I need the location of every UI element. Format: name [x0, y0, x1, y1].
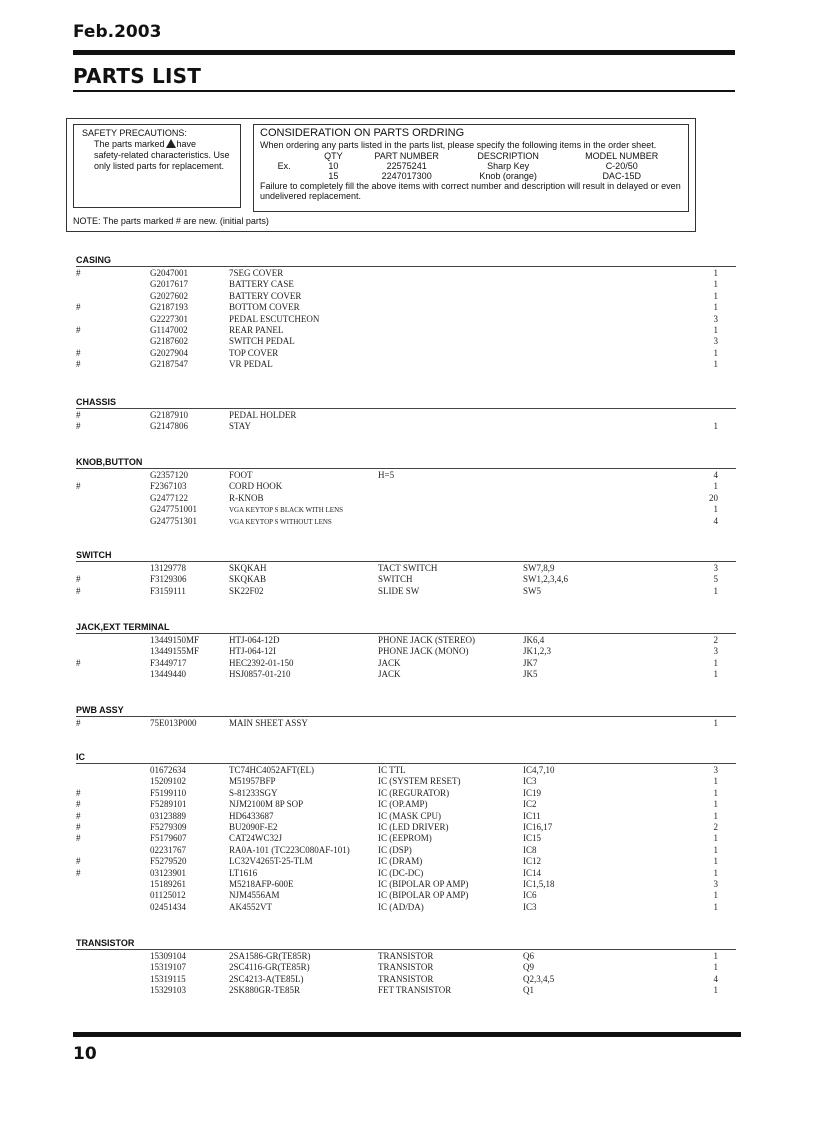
new-mark: #: [76, 856, 81, 867]
part-number: G2027904: [150, 347, 188, 358]
new-mark: #: [76, 347, 81, 358]
part-number: 02451434: [150, 901, 186, 912]
part-number: F5199110: [150, 787, 187, 798]
part-number: G2187193: [150, 302, 188, 313]
spec: IC (DSP): [378, 844, 412, 855]
description: 2SA1586-GR(TE85R): [229, 951, 311, 961]
part-number: 15209102: [150, 776, 186, 787]
reference: IC3: [523, 901, 537, 912]
reference: IC3: [523, 776, 537, 787]
reference: IC14: [523, 867, 541, 878]
parts-rows: [76, 951, 736, 997]
reference: IC15: [523, 833, 541, 844]
part-number: F5279309: [150, 821, 187, 832]
quantity: 1: [713, 279, 718, 290]
page-title: PARTS LIST: [73, 64, 202, 88]
part-number: F2367103: [150, 481, 187, 492]
page-number: 10: [73, 1044, 97, 1064]
reference: IC1,5,18: [523, 878, 555, 889]
reference: SW1,2,3,4,6: [523, 574, 568, 585]
quantity: 3: [713, 336, 718, 347]
section-title: IC: [76, 752, 85, 762]
part-number: 03123889: [150, 810, 186, 821]
quantity: 3: [713, 646, 718, 657]
section-title: CASING: [76, 255, 112, 265]
quantity: 1: [713, 985, 718, 996]
safety-precautions-box: [73, 124, 241, 208]
quantity: 2: [713, 821, 718, 832]
new-mark: #: [76, 302, 81, 313]
part-number: 13129778: [150, 563, 186, 573]
table-row: [76, 421, 736, 432]
description: CAT24WC32J: [229, 833, 283, 844]
part-number: 15319107: [150, 962, 186, 973]
new-mark: #: [76, 867, 81, 878]
quantity: 1: [713, 776, 718, 787]
description: SK22F02: [229, 585, 264, 596]
part-number: G2047001: [150, 268, 188, 278]
parts-rows: [76, 410, 736, 433]
section-pwb-assy: [76, 705, 736, 728]
parts-rows: [76, 718, 736, 729]
safety-text-line: only listed parts for replacement.: [94, 161, 225, 171]
description: SWITCH PEDAL: [229, 336, 295, 347]
quantity: 1: [713, 867, 718, 878]
description: HSJ0857-01-210: [229, 669, 291, 680]
section-transistor: [76, 938, 736, 996]
description: HD6433687: [229, 810, 274, 821]
quantity: 1: [713, 810, 718, 821]
new-parts-note: NOTE: The parts marked # are new. (initial parts): [73, 216, 269, 226]
quantity: 2: [713, 635, 718, 645]
quantity: 1: [713, 718, 718, 728]
part-number: 15189261: [150, 878, 186, 889]
part-number: 15309104: [150, 951, 186, 961]
quantity: 1: [713, 856, 718, 867]
part-number: G2147806: [150, 421, 188, 432]
part-number: 01672634: [150, 765, 186, 775]
new-mark: #: [76, 657, 81, 668]
part-number: G2017617: [150, 279, 188, 290]
quantity: 1: [713, 268, 718, 278]
description: S-81233SGY: [229, 787, 278, 798]
description: PEDAL HOLDER: [229, 410, 297, 420]
part-number: 75E013P000: [150, 718, 197, 728]
example-part-number: 2247017300: [381, 170, 432, 181]
spec: FET TRANSISTOR: [378, 985, 452, 996]
quantity: 3: [713, 313, 718, 324]
table-row: [76, 470, 736, 481]
part-number: F3159111: [150, 585, 186, 596]
quantity: 1: [713, 585, 718, 596]
part-number: G1147002: [150, 324, 188, 335]
table-row: [76, 348, 736, 359]
table-row: [76, 336, 736, 347]
spec: SWITCH: [378, 574, 413, 585]
description: 2SC4116-GR(TE85R): [229, 962, 310, 973]
section-title: CHASSIS: [76, 397, 117, 407]
parts-rows: [76, 635, 736, 681]
description: AK4552VT: [229, 901, 272, 912]
description: LC32V4265T-25-TLM: [229, 856, 313, 867]
footer-bar: [73, 1032, 741, 1037]
quantity: 1: [713, 951, 718, 961]
part-number: G2187602: [150, 336, 188, 347]
description: TC74HC4052AFT(EL): [229, 765, 314, 775]
table-row: [76, 718, 736, 729]
reference: JK5: [523, 669, 538, 680]
consideration-intro: When ordering any parts listed in the parts list, please specify the following items in the order sheet.: [260, 140, 657, 150]
description: NJM4556AM: [229, 890, 280, 901]
new-mark: #: [76, 718, 81, 728]
table-row: [76, 574, 736, 585]
description: BU2090F-E2: [229, 821, 278, 832]
quantity: 1: [713, 787, 718, 798]
table-row: [76, 788, 736, 799]
ex-label: Ex.: [277, 160, 291, 171]
description: 2SK880GR-TE85R: [229, 985, 301, 996]
example-qty: 10: [328, 160, 339, 171]
spec: IC (BIPOLAR OP AMP): [378, 890, 469, 901]
section-rule: [76, 561, 736, 562]
example-part-number: 22575241: [386, 160, 427, 171]
spec: IC (OP.AMP): [378, 799, 428, 810]
parts-rows: [76, 765, 736, 913]
parts-rows: [76, 268, 736, 371]
section-title: PWB ASSY: [76, 705, 124, 715]
part-number: F3449717: [150, 657, 187, 668]
table-row: [76, 902, 736, 913]
quantity: 1: [713, 657, 718, 668]
table-row: [76, 833, 736, 844]
description: BOTTOM COVER: [229, 302, 300, 313]
new-mark: #: [76, 810, 81, 821]
new-mark: #: [76, 799, 81, 810]
reference: IC11: [523, 810, 541, 821]
section-casing: [76, 255, 736, 370]
reference: Q6: [523, 951, 534, 961]
quantity: 1: [713, 844, 718, 855]
new-mark: #: [76, 833, 81, 844]
table-row: [76, 410, 736, 421]
part-number: 01125012: [150, 890, 186, 901]
spec: IC (AD/DA): [378, 901, 424, 912]
col-header-description: DESCRIPTION: [477, 150, 539, 161]
description: 7SEG COVER: [229, 268, 284, 278]
table-row: [76, 359, 736, 370]
new-mark: #: [76, 268, 81, 278]
description: HTJ-064-12I: [229, 646, 276, 657]
quantity: 3: [713, 765, 718, 775]
description: HEC2392-01-150: [229, 657, 294, 668]
description: VGA KEYTOP S WITHOUT LENS: [229, 517, 332, 526]
description: NJM2100M 8P SOP: [229, 799, 304, 810]
spec: JACK: [378, 669, 401, 680]
spec: IC (LED DRIVER): [378, 821, 449, 832]
quantity: 1: [713, 302, 718, 313]
description: 2SC4213-A(TE85L): [229, 973, 304, 984]
table-row: [76, 776, 736, 787]
col-header-qty: QTY: [324, 150, 343, 161]
example-description: Knob (orange): [479, 170, 537, 181]
new-mark: #: [76, 410, 81, 420]
new-mark: #: [76, 421, 81, 432]
table-row: [76, 985, 736, 996]
table-row: [76, 325, 736, 336]
section-title: TRANSISTOR: [76, 938, 135, 948]
notice-box: [66, 118, 696, 232]
table-row: [76, 314, 736, 325]
table-row: [76, 962, 736, 973]
part-number: G2027602: [150, 290, 188, 301]
quantity: 4: [713, 973, 718, 984]
reference: IC16,17: [523, 821, 553, 832]
new-mark: #: [76, 481, 81, 492]
header-bar: [73, 50, 735, 55]
spec: PHONE JACK (MONO): [378, 646, 469, 657]
section-rule: [76, 633, 736, 634]
table-row: [76, 765, 736, 776]
table-row: [76, 493, 736, 504]
safety-heading: SAFETY PRECAUTIONS:: [82, 128, 187, 138]
table-row: [76, 481, 736, 492]
spec: IC (SYSTEM RESET): [378, 776, 461, 787]
reference: Q1: [523, 985, 534, 996]
part-number: G247751001: [150, 504, 197, 515]
table-row: [76, 951, 736, 962]
table-row: [76, 974, 736, 985]
reference: SW7,8,9: [523, 563, 555, 573]
description: PEDAL ESCUTCHEON: [229, 313, 320, 324]
new-mark: #: [76, 324, 81, 335]
description: CORD HOOK: [229, 481, 283, 492]
section-rule: [76, 949, 736, 950]
part-number: G2187910: [150, 410, 188, 420]
part-number: 13449440: [150, 669, 186, 680]
quantity: 4: [713, 515, 718, 526]
section-rule: [76, 266, 736, 267]
spec: H=5: [378, 470, 395, 480]
new-mark: #: [76, 787, 81, 798]
quantity: 1: [713, 347, 718, 358]
description: M51957BFP: [229, 776, 276, 787]
quantity: 3: [713, 563, 718, 573]
reference: JK7: [523, 657, 538, 668]
table-row: [76, 291, 736, 302]
header-date: Feb.2003: [73, 22, 162, 42]
description: M5218AFP-600E: [229, 878, 294, 889]
quantity: 4: [713, 470, 718, 480]
description: RA0A-101 (TC223C080AF-101): [229, 844, 350, 855]
part-number: F5279520: [150, 856, 187, 867]
order-example-table: [260, 151, 682, 181]
title-rule: [73, 90, 735, 92]
table-row: [76, 504, 736, 515]
quantity: 1: [713, 669, 718, 680]
section-rule: [76, 408, 736, 409]
table-row: [76, 586, 736, 597]
reference: Q9: [523, 962, 534, 973]
quantity: 1: [713, 799, 718, 810]
table-row: [76, 811, 736, 822]
quantity: 1: [713, 290, 718, 301]
part-number: G2357120: [150, 470, 188, 480]
table-row: [76, 845, 736, 856]
reference: IC4,7,10: [523, 765, 555, 775]
part-number: G2187547: [150, 359, 188, 370]
table-row: [76, 516, 736, 527]
table-row: [76, 635, 736, 646]
reference: Q2,3,4,5: [523, 973, 555, 984]
part-number: 15329103: [150, 985, 186, 996]
example-description: Sharp Key: [487, 160, 530, 171]
table-row: [76, 268, 736, 279]
ordering-consideration-box: [253, 124, 689, 212]
safety-text-line: [82, 139, 237, 150]
col-header-part-number: PART NUMBER: [374, 150, 439, 161]
section-knob-button: [76, 457, 736, 526]
example-qty: 15: [328, 170, 339, 181]
table-row: [76, 822, 736, 833]
part-number: G2477122: [150, 492, 188, 503]
spec: TRANSISTOR: [378, 951, 434, 961]
parts-rows: [76, 563, 736, 597]
table-row: [76, 669, 736, 680]
reference: IC6: [523, 890, 537, 901]
description: BATTERY CASE: [229, 279, 294, 290]
quantity: 1: [713, 421, 718, 432]
description: SKQKAH: [229, 563, 267, 573]
spec: TRANSISTOR: [378, 962, 434, 973]
quantity: 1: [713, 833, 718, 844]
safety-text-line: safety-related characteristics. Use: [94, 150, 230, 160]
section-ic: [76, 752, 736, 912]
spec: IC TTL: [378, 765, 406, 775]
section-title: KNOB,BUTTON: [76, 457, 143, 467]
quantity: 1: [713, 481, 718, 492]
spec: IC (DC-DC): [378, 867, 424, 878]
section-rule: [76, 716, 736, 717]
description: BATTERY COVER: [229, 290, 302, 301]
spec: IC (EEPROM): [378, 833, 432, 844]
description: MAIN SHEET ASSY: [229, 718, 308, 728]
reference: IC8: [523, 844, 537, 855]
table-row: [76, 856, 736, 867]
section-chassis: [76, 397, 736, 432]
description: TOP COVER: [229, 347, 279, 358]
table-row: [76, 868, 736, 879]
spec: TACT SWITCH: [378, 563, 438, 573]
table-row: [76, 799, 736, 810]
section-rule: [76, 763, 736, 764]
part-number: 13449150MF: [150, 635, 200, 645]
table-row: [76, 658, 736, 669]
part-number: F5179607: [150, 833, 187, 844]
table-row: [76, 279, 736, 290]
description: REAR PANEL: [229, 324, 284, 335]
warning-triangle-icon: [166, 139, 176, 148]
new-mark: #: [76, 359, 81, 370]
col-header-model-number: MODEL NUMBER: [585, 150, 659, 161]
reference: SW5: [523, 585, 541, 596]
spec: IC (DRAM): [378, 856, 423, 867]
reference: IC2: [523, 799, 537, 810]
part-number: F3129306: [150, 574, 187, 585]
new-mark: #: [76, 821, 81, 832]
description: VGA KEYTOP S BLACK WITH LENS: [229, 506, 344, 515]
spec: TRANSISTOR: [378, 973, 434, 984]
section-title: SWITCH: [76, 550, 112, 560]
quantity: 1: [713, 324, 718, 335]
description: HTJ-064-12D: [229, 635, 280, 645]
parts-rows: [76, 470, 736, 527]
example-model-number: C-20/50: [605, 160, 638, 171]
quantity: 1: [713, 890, 718, 901]
spec: JACK: [378, 657, 401, 668]
reference: IC19: [523, 787, 541, 798]
consideration-title: CONSIDERATION ON PARTS ORDRING: [260, 127, 465, 139]
table-row: [76, 302, 736, 313]
new-mark: #: [76, 574, 81, 585]
description: STAY: [229, 421, 251, 432]
description: SKQKAB: [229, 574, 267, 585]
quantity: 1: [713, 901, 718, 912]
quantity: 3: [713, 878, 718, 889]
part-number: G2227301: [150, 313, 188, 324]
table-row: [76, 563, 736, 574]
quantity: 5: [713, 574, 718, 585]
table-row: [76, 879, 736, 890]
description: VR PEDAL: [229, 359, 273, 370]
section-title: JACK,EXT TERMINAL: [76, 622, 170, 632]
spec: IC (BIPOLAR OP AMP): [378, 878, 469, 889]
example-model-number: DAC-15D: [602, 170, 641, 181]
consideration-footer: Failure to completely fill the above items with correct number and description will result in delayed or even undelivered replacement.: [260, 180, 681, 201]
description: FOOT: [229, 470, 253, 480]
spec: IC (MASK CPU): [378, 810, 442, 821]
section-switch: [76, 550, 736, 596]
spec: IC (REGURATOR): [378, 787, 450, 798]
part-number: 03123901: [150, 867, 186, 878]
reference: IC12: [523, 856, 541, 867]
description: LT1616: [229, 867, 258, 878]
description: R-KNOB: [229, 492, 264, 503]
quantity: 1: [713, 359, 718, 370]
part-number: G247751301: [150, 515, 197, 526]
spec: PHONE JACK (STEREO): [378, 635, 476, 645]
quantity: 1: [713, 504, 718, 515]
quantity: 1: [713, 962, 718, 973]
part-number: 13449155MF: [150, 646, 200, 657]
part-number: F5289101: [150, 799, 187, 810]
new-mark: #: [76, 585, 81, 596]
reference: JK1,2,3: [523, 646, 552, 657]
section-rule: [76, 468, 736, 469]
part-number: 15319115: [150, 973, 186, 984]
table-row: [76, 890, 736, 901]
safety-text-b: have: [176, 139, 197, 149]
safety-text-a: The parts marked: [94, 139, 165, 149]
spec: SLIDE SW: [378, 585, 420, 596]
reference: JK6,4: [523, 635, 545, 645]
part-number: 02231767: [150, 844, 186, 855]
section-jack-ext-terminal: [76, 622, 736, 680]
quantity: 20: [709, 492, 718, 503]
table-row: [76, 646, 736, 657]
